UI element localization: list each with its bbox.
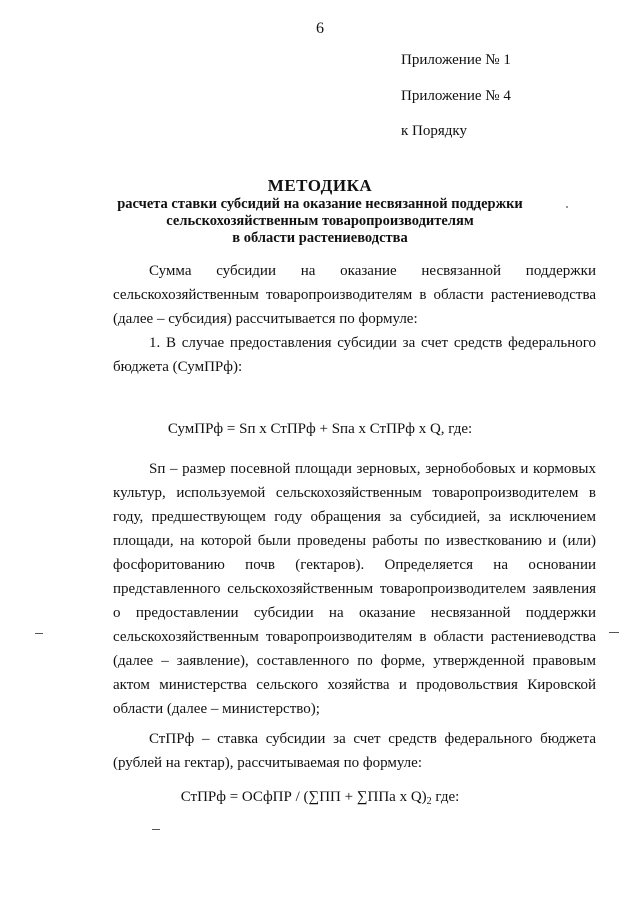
scan-mark-bottom [152, 829, 160, 830]
scan-mark-right [609, 632, 619, 633]
formula-rate [0, 789, 640, 807]
formula-sum: СумПРф = Sп х СтПРф + Sпа х СтПРф х Q, где: [167, 421, 473, 437]
body-section-2 [113, 457, 596, 775]
title-subtitle-3: в области растениеводства [232, 230, 408, 246]
body-section-1 [113, 259, 596, 379]
page-number: 6 [316, 20, 324, 37]
attachment-line-1: Приложение № 1 [401, 52, 511, 68]
attachment-line-2: Приложение № 4 [401, 88, 511, 104]
title-subtitle-1: расчета ставки субсидий на оказание несвязанной поддержки [117, 196, 523, 212]
paragraph-rate-definition: СтПРф – ставка субсидии за счет средств федерального бюджета (рублей на гектар), рассчитываемая по формуле: [113, 731, 596, 771]
document-title [0, 176, 640, 247]
scan-mark-left [35, 633, 43, 634]
scan-dot [566, 206, 568, 208]
formula-rate-subscript: 2 [426, 796, 432, 807]
paragraph-item-1: 1. В случае предоставления субсидии за счет средств федерального бюджета (СумПРф): [113, 335, 596, 375]
attachment-line-3: к Порядку [401, 123, 467, 139]
paragraph-intro: Сумма субсидии на оказание несвязанной поддержки сельскохозяйственным товаропроизводителям в области растениеводства (далее – субсидия) рассчитывается по формуле: [113, 263, 596, 327]
title-subtitle-2: сельскохозяйственным товаропроизводителям [166, 213, 474, 229]
paragraph-sp-definition: Sп – размер посевной площади зерновых, зернобобовых и кормовых культур, используемой сельскохозяйственным товаропроизводителем в году, предшествующем году обращения за субсидией, за исключением площади, на которой были проведены работы по известкованию и (или) фосфоритованию почв (гектаров). Определяется на основании представленного сельскохозяйственным товаропроизводителем заявления о предоставлении субсидии на оказание несвязанной поддержки сельскохозяйственным товаропроизводителям в области растениеводства (далее – заявление), составленного по форме, утвержденной правовым актом министерства сельского хозяйства и продовольствия Кировской области (далее – министерство); [113, 461, 596, 717]
formula-rate-tail: где: [431, 789, 460, 805]
formula-rate-main: СтПРф = ОСфПР / (∑ПП + ∑ППа х Q) [180, 789, 427, 805]
title-heading: МЕТОДИКА [267, 176, 373, 195]
